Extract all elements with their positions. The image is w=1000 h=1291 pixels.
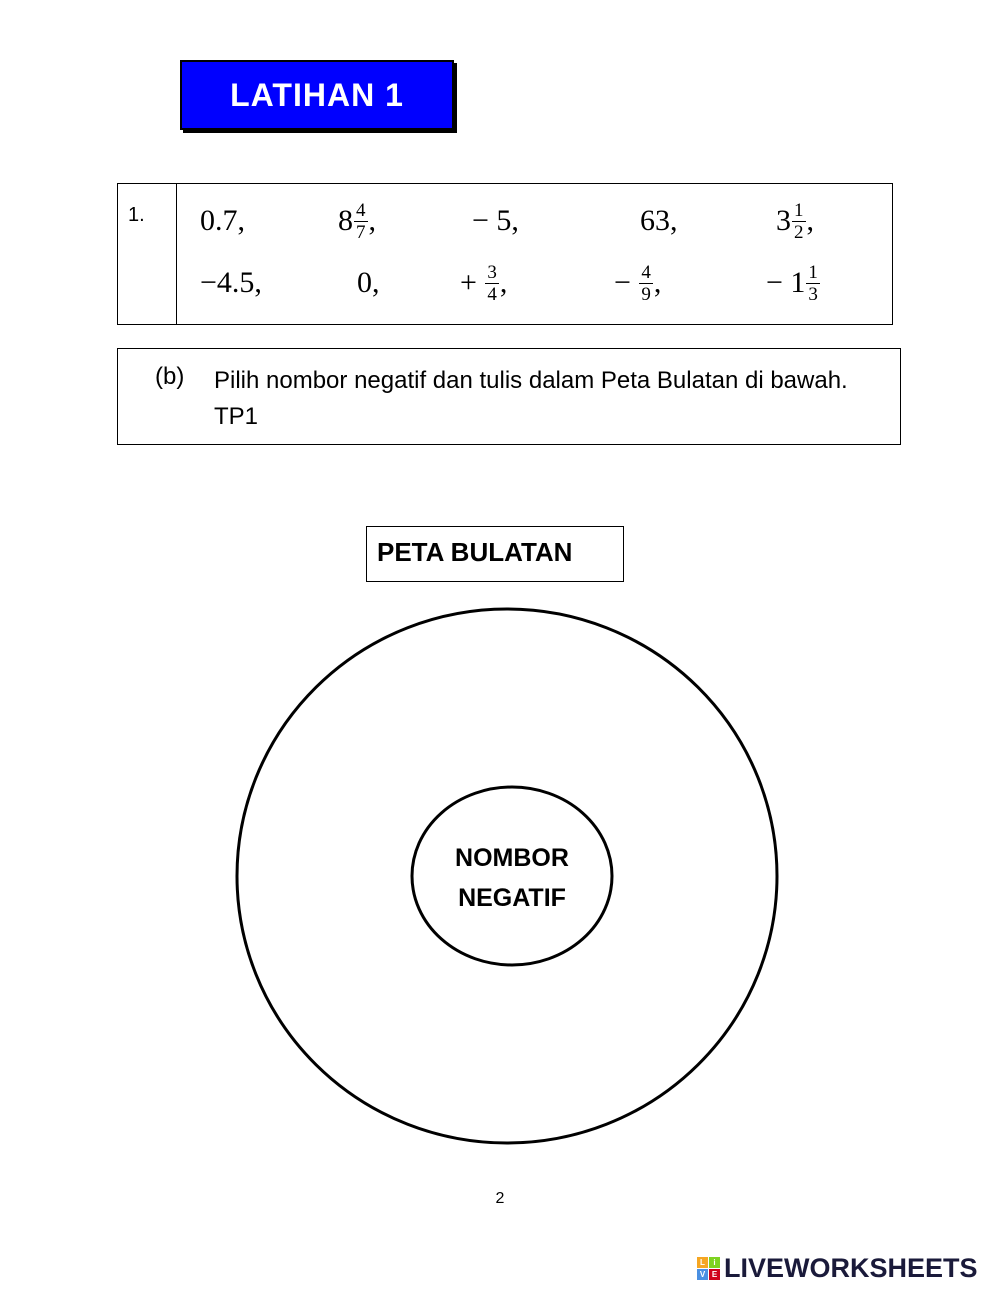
fraction: $\frac{3}{4}$ bbox=[487, 261, 497, 305]
inner-label-line-2: NEGATIF bbox=[458, 884, 566, 912]
fraction: $\frac{4}{7}$ bbox=[356, 199, 366, 243]
number-item: 63, bbox=[640, 204, 678, 237]
liveworksheets-logo[interactable] bbox=[697, 1253, 978, 1284]
title-text: LATIHAN 1 bbox=[230, 76, 404, 113]
fraction: $\frac{1}{2}$ bbox=[794, 199, 804, 243]
circle-map-title: PETA BULATAN bbox=[377, 537, 573, 567]
part-b-instruction: Pilih nombor negatif dan tulis dalam Peta Bulatan di bawah. TP1 bbox=[214, 367, 848, 430]
number-item: + $\frac{3}{4}$ , bbox=[460, 261, 508, 305]
inner-circle-label bbox=[412, 838, 612, 918]
number-item: − 5, bbox=[472, 204, 519, 237]
question-number: 1. bbox=[128, 204, 145, 226]
fraction: $\frac{1}{3}$ bbox=[808, 261, 818, 305]
number-item: − 1 $\frac{1}{3}$ bbox=[766, 261, 818, 305]
inner-label-line-1: NOMBOR bbox=[455, 844, 569, 872]
number-item: −4.5, bbox=[200, 266, 262, 299]
number-item: − $\frac{4}{9}$ , bbox=[614, 261, 662, 305]
number-item: 0.7, bbox=[200, 204, 245, 237]
part-b-label: (b) bbox=[155, 363, 185, 390]
page-number: 2 bbox=[495, 1190, 505, 1207]
number-item: 0, bbox=[357, 266, 380, 299]
brand-name: LIVEWORKSHEETS bbox=[724, 1253, 978, 1283]
number-item: 3 $\frac{1}{2}$ , bbox=[776, 199, 814, 243]
fraction: $\frac{4}{9}$ bbox=[641, 261, 651, 305]
brand-logo-icon: L i V E bbox=[697, 1257, 720, 1280]
number-item: 8 $\frac{4}{7}$ , bbox=[338, 199, 376, 243]
